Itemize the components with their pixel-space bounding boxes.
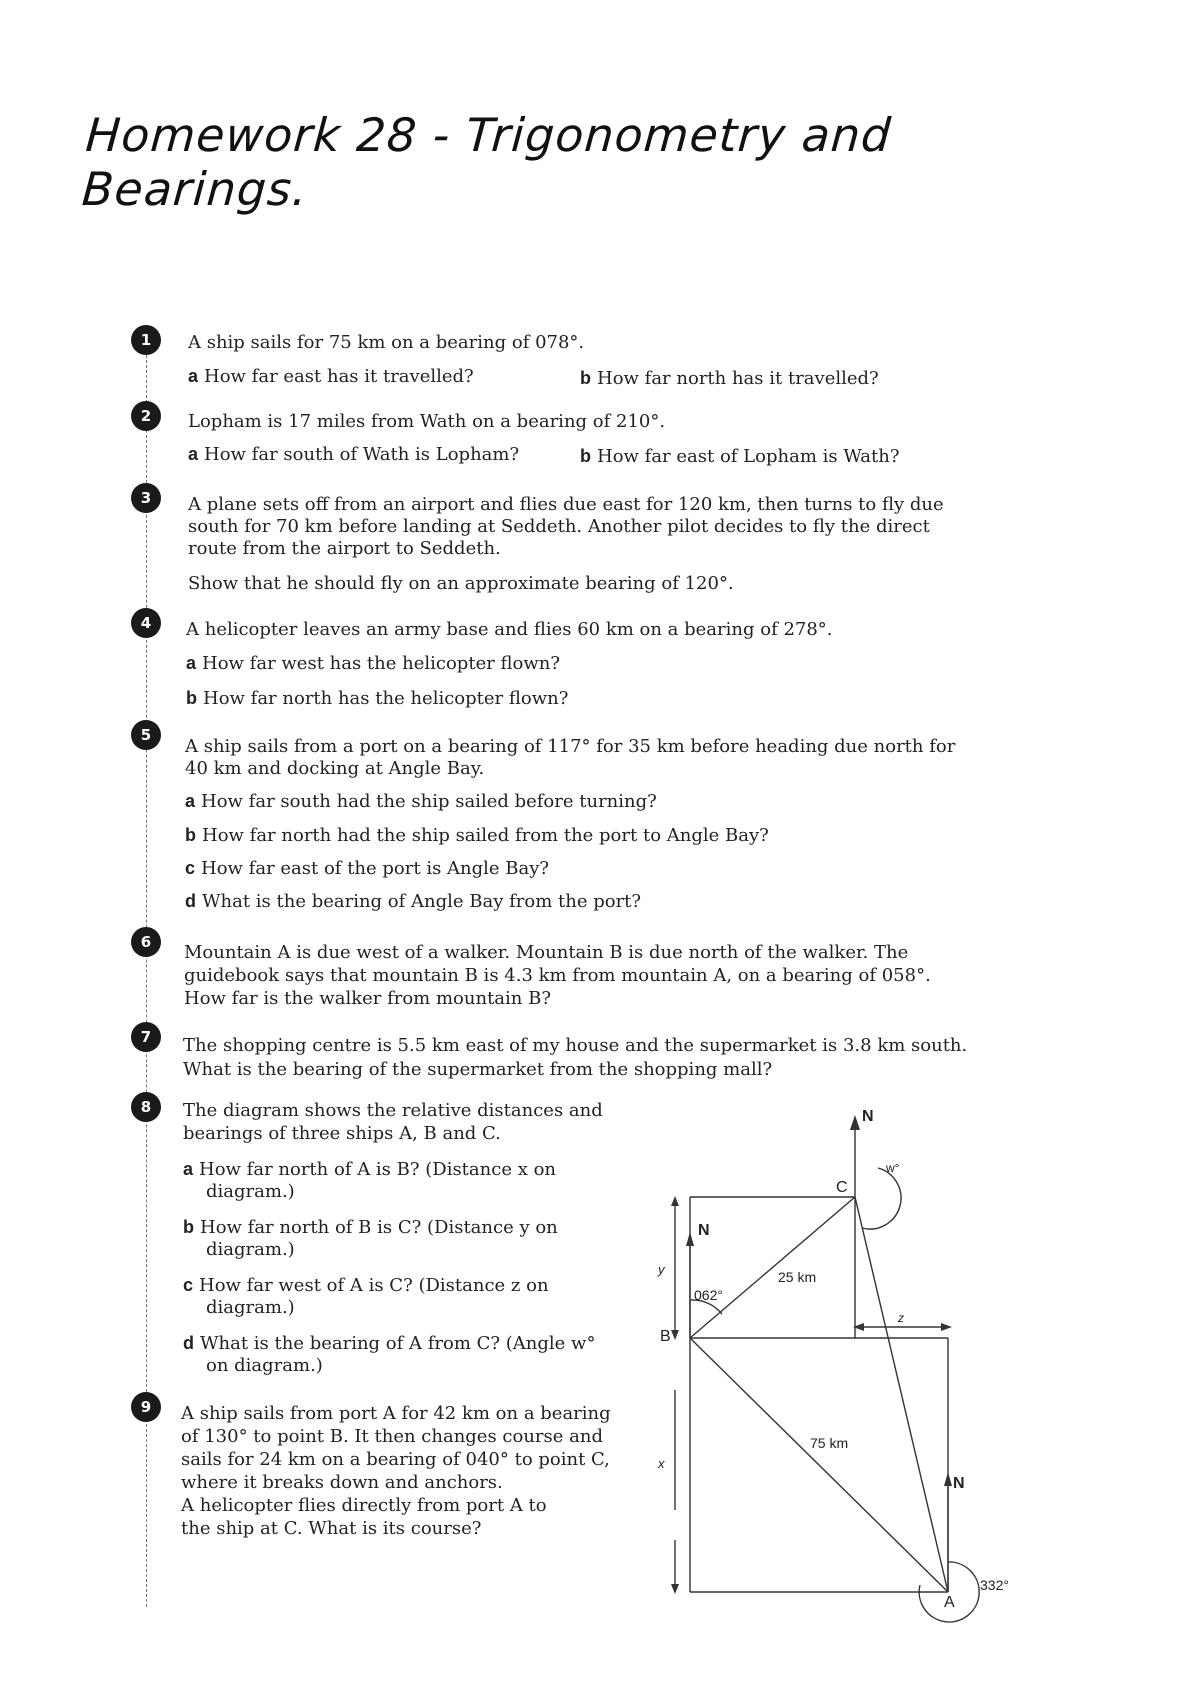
question-1-part-b: b How far north has it travelled? (580, 368, 879, 389)
question-number-badge: 1 (131, 325, 161, 355)
distance-label-ab: 75 km (810, 1435, 849, 1451)
question-5-stem-line: 40 km and docking at Angle Bay. (185, 758, 485, 779)
question-6-stem-line: How far is the walker from mountain B? (184, 988, 551, 1009)
question-8-part-a-cont: diagram.) (206, 1181, 295, 1202)
question-8-part-d: d What is the bearing of A from C? (Angle w° (183, 1333, 596, 1354)
point-label-c: C (836, 1179, 848, 1196)
question-9-stem-line: of 130° to point B. It then changes course and (181, 1426, 603, 1447)
question-number-badge: 3 (131, 483, 161, 513)
point-label-a: A (944, 1594, 955, 1611)
question-6-stem-line: guidebook says that mountain B is 4.3 km from mountain A, on a bearing of 058°. (184, 965, 931, 986)
angle-label-b: 062° (694, 1287, 723, 1303)
question-5-part-a: a How far south had the ship sailed before turning? (185, 791, 657, 812)
question-7-stem-line: The shopping centre is 5.5 km east of my house and the supermarket is 3.8 km south. (183, 1035, 968, 1056)
question-number-badge: 8 (131, 1092, 161, 1122)
variable-label-x: x (658, 1456, 665, 1471)
page-title: Homework 28 - Trigonometry and Bearings. (80, 108, 894, 216)
question-3-stem-line: south for 70 km before landing at Seddeth. Another pilot decides to fly the direct (188, 516, 930, 537)
question-2-part-a: a How far south of Wath is Lopham? (188, 444, 520, 465)
north-label-b: N (698, 1222, 710, 1239)
question-1-part-a: a How far east has it travelled? (188, 366, 474, 387)
variable-label-z: z (898, 1311, 904, 1325)
question-8-stem-line: bearings of three ships A, B and C. (183, 1123, 501, 1144)
distance-label-bc: 25 km (778, 1269, 817, 1285)
question-1-stem: A ship sails for 75 km on a bearing of 078°. (188, 332, 585, 353)
point-label-b: B (660, 1328, 671, 1345)
angle-label-a: 332° (980, 1577, 1009, 1593)
question-9-stem-line: where it breaks down and anchors. (181, 1472, 503, 1493)
question-4-stem: A helicopter leaves an army base and flies 60 km on a bearing of 278°. (186, 619, 833, 640)
question-8-part-a: a How far north of A is B? (Distance x on (183, 1159, 557, 1180)
question-8-stem-line: The diagram shows the relative distances and (183, 1100, 603, 1121)
question-8-part-b: b How far north of B is C? (Distance y on (183, 1217, 558, 1238)
question-9-stem-line: sails for 24 km on a bearing of 040° to point C, (181, 1449, 610, 1470)
angle-arc-c (862, 1168, 901, 1229)
question-5-part-b: b How far north had the ship sailed from the port to Angle Bay? (185, 825, 769, 846)
question-5-part-d: d What is the bearing of Angle Bay from the port? (185, 891, 642, 912)
question-number-badge: 6 (131, 927, 161, 957)
question-4-part-b: b How far north has the helicopter flown? (186, 688, 569, 709)
question-7-stem-line: What is the bearing of the supermarket from the shopping mall? (183, 1059, 773, 1080)
question-8-part-c-cont: diagram.) (206, 1297, 295, 1318)
question-number-badge: 7 (131, 1022, 161, 1052)
line-ca (855, 1197, 948, 1592)
question-number-badge: 5 (131, 720, 161, 750)
question-number-badge: 9 (131, 1392, 161, 1422)
question-2-stem: Lopham is 17 miles from Wath on a bearing of 210°. (188, 411, 666, 432)
question-3-show-that: Show that he should fly on an approximate bearing of 120°. (188, 573, 734, 594)
line-bc (690, 1197, 855, 1338)
question-3-stem-line: route from the airport to Seddeth. (188, 538, 501, 559)
north-label-a: N (953, 1475, 965, 1492)
line-ba (690, 1338, 948, 1592)
question-2-part-b: b How far east of Lopham is Wath? (580, 446, 900, 467)
question-8-part-b-cont: diagram.) (206, 1239, 295, 1260)
question-number-badge: 2 (131, 401, 161, 431)
question-number-badge: 4 (131, 608, 161, 638)
question-3-stem-line: A plane sets off from an airport and flies due east for 120 km, then turns to fly due (188, 494, 944, 515)
question-4-part-a: a How far west has the helicopter flown? (186, 653, 561, 674)
north-label-c: N (862, 1108, 874, 1125)
question-5-stem-line: A ship sails from a port on a bearing of 117° for 35 km before heading due north for (185, 736, 956, 757)
angle-label-c: w° (886, 1161, 900, 1175)
question-8-part-c: c How far west of A is C? (Distance z on (183, 1275, 549, 1296)
question-8-part-d-cont: on diagram.) (206, 1355, 323, 1376)
question-9-stem-line: A ship sails from port A for 42 km on a bearing (181, 1403, 611, 1424)
question-9-stem-line: the ship at C. What is its course? (181, 1518, 482, 1539)
question-9-stem-line: A helicopter flies directly from port A to (181, 1495, 547, 1516)
question-5-part-c: c How far east of the port is Angle Bay? (185, 858, 550, 879)
question-6-stem-line: Mountain A is due west of a walker. Mountain B is due north of the walker. The (184, 942, 909, 963)
variable-label-y: y (658, 1262, 665, 1277)
